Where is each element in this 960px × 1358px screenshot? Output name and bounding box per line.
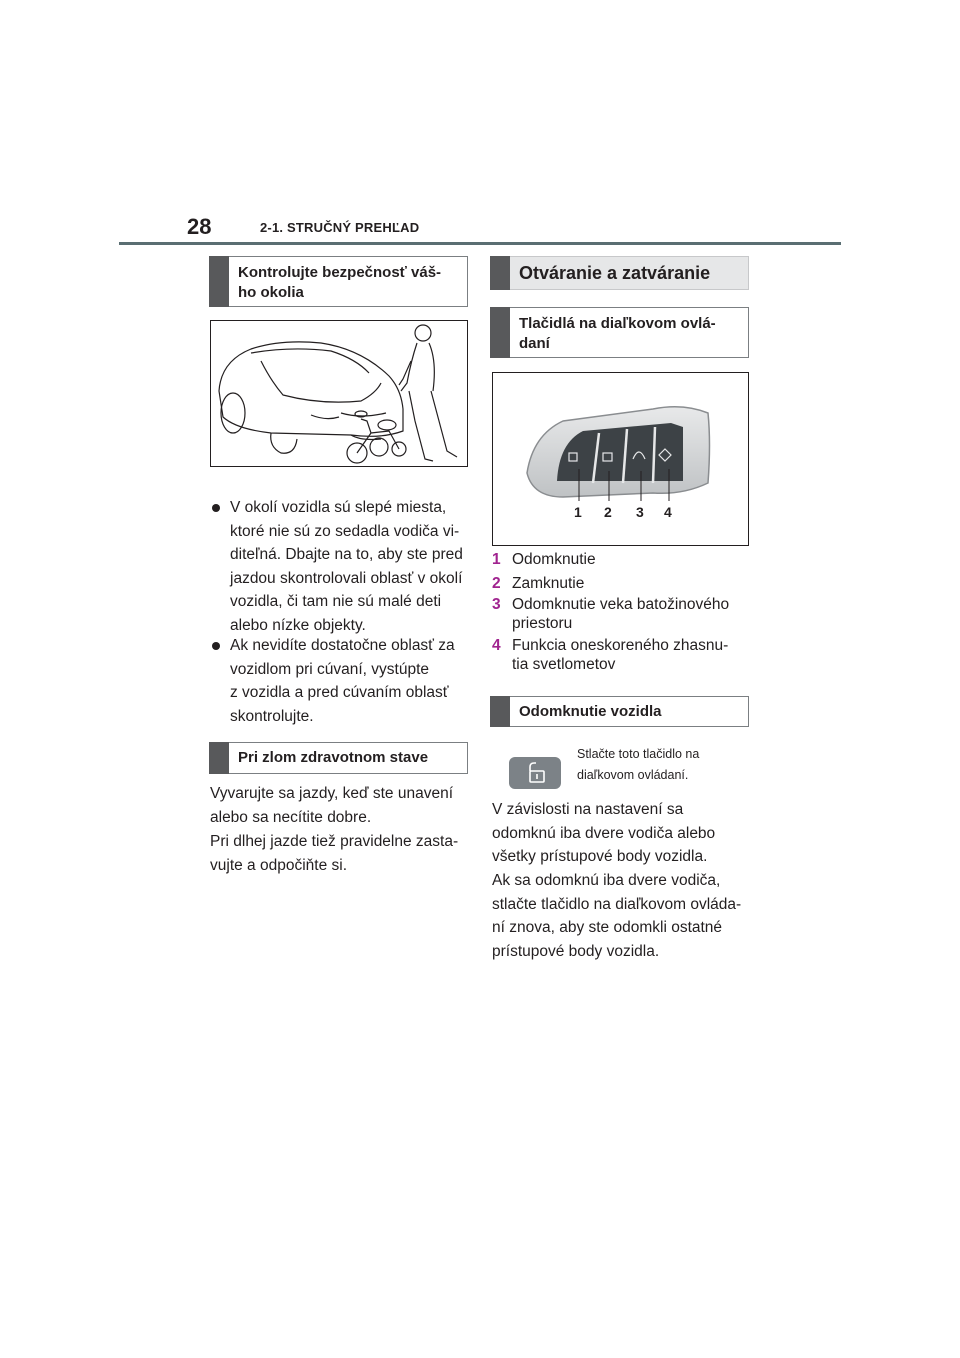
- remote-key-illustration: [493, 373, 748, 545]
- bullet-line: V okolí vozidla sú slepé miesta,: [230, 499, 447, 516]
- heading-text: Odomknutie vozidla: [519, 703, 662, 720]
- bullet-line: ktoré nie sú zo sedadla vodiča vi-: [230, 522, 460, 540]
- section-box-open-close: [490, 256, 749, 290]
- bullet-dot: [212, 504, 220, 512]
- para-line: V závislosti na nastavení sa: [492, 801, 684, 818]
- key-label: 3: [636, 504, 644, 520]
- legend-line: Odomknutie veka batožinového: [512, 596, 730, 613]
- heading-box-unlock-vehicle: [490, 696, 749, 727]
- note-line: Stlačte toto tlačidlo na: [577, 747, 700, 761]
- para-line: ní znova, aby ste odomkli ostatné: [492, 919, 723, 936]
- legend-number: 4: [492, 637, 501, 654]
- bullet-line: Ak nevidíte dostatočne oblasť za: [230, 637, 455, 654]
- bullet-line: alebo nízke objekty.: [230, 616, 366, 634]
- section-title: 2-1. STRUČNÝ PREHĽAD: [260, 220, 420, 235]
- heading-box-health: [209, 742, 468, 774]
- para-line: Ak sa odomknú iba dvere vodiča,: [492, 872, 721, 889]
- note-text: [577, 744, 757, 786]
- heading-bar: [490, 696, 510, 727]
- bullet-line: diteľná. Dbajte na to, aby ste pred: [230, 546, 463, 563]
- legend-text: Odomknutie: [512, 551, 596, 568]
- bullet-item: [212, 634, 468, 730]
- bullet-dot: [212, 642, 220, 650]
- para-line: Pri dlhej jazde tiež pravidelne zasta-: [210, 833, 459, 850]
- bullet-item: [212, 496, 468, 636]
- legend-text: Zamknutie: [512, 575, 585, 592]
- heading-box-check-surroundings: [209, 256, 468, 307]
- para-line: prístupové body vozidla.: [492, 942, 660, 960]
- car-child-illustration: [211, 321, 467, 466]
- legend-number: 3: [492, 596, 501, 613]
- heading-bar: [490, 307, 510, 358]
- legend-line: Funkcia oneskoreného zhasnu-: [512, 637, 729, 654]
- heading-bar: [209, 742, 229, 774]
- para-line: všetky prístupové body vozidla.: [492, 848, 708, 865]
- page-number: 28: [187, 214, 212, 239]
- legend-line: tia svetlometov: [512, 656, 616, 673]
- heading-line: ho okolia: [238, 284, 304, 301]
- para-line: vujte a odpočiňte si.: [210, 856, 348, 874]
- heading-bar: [209, 256, 229, 307]
- heading-text: Pri zlom zdravotnom stave: [238, 749, 429, 766]
- header-rule: [119, 242, 841, 245]
- key-label: 4: [664, 504, 672, 520]
- para-line: alebo sa necítite dobre.: [210, 808, 372, 826]
- heading-bar: [490, 256, 510, 290]
- paragraph: [492, 798, 754, 869]
- unlock-key-icon: [509, 757, 561, 789]
- para-line: Vyvarujte sa jazdy, keď ste unavení: [210, 785, 454, 802]
- legend-number: 1: [492, 551, 501, 568]
- para-line: stlačte tlačidlo na diaľkovom ovláda-: [492, 895, 742, 913]
- key-label: 1: [574, 504, 582, 520]
- paragraph: [492, 869, 754, 963]
- paragraph: [210, 830, 472, 877]
- legend-line: priestoru: [512, 615, 573, 632]
- figure-car-child: [210, 320, 468, 467]
- bullet-line: vozidlom pri cúvaní, vystúpte: [230, 660, 430, 678]
- bullet-line: vozidla, či tam nie sú malé deti: [230, 593, 442, 610]
- heading-line: Kontrolujte bezpečnosť váš-: [238, 264, 442, 281]
- key-label: 2: [604, 504, 612, 520]
- paragraph: [210, 782, 472, 829]
- heading-box-remote-buttons: [490, 307, 749, 358]
- note-line: diaľkovom ovládaní.: [577, 768, 689, 782]
- heading-text: Otváranie a zatváranie: [519, 263, 711, 283]
- figure-remote-key: [492, 372, 749, 546]
- heading-line: daní: [519, 335, 550, 352]
- legend-number: 2: [492, 575, 501, 592]
- heading-line: Tlačidlá na diaľkovom ovlá-: [519, 315, 716, 332]
- para-line: odomknú iba dvere vodiča alebo: [492, 824, 716, 842]
- bullet-line: z vozidla a pred cúvaním oblasť: [230, 684, 449, 701]
- bullet-line: jazdou skontrolovali oblasť v okolí: [230, 569, 463, 587]
- bullet-line: skontrolujte.: [230, 707, 314, 725]
